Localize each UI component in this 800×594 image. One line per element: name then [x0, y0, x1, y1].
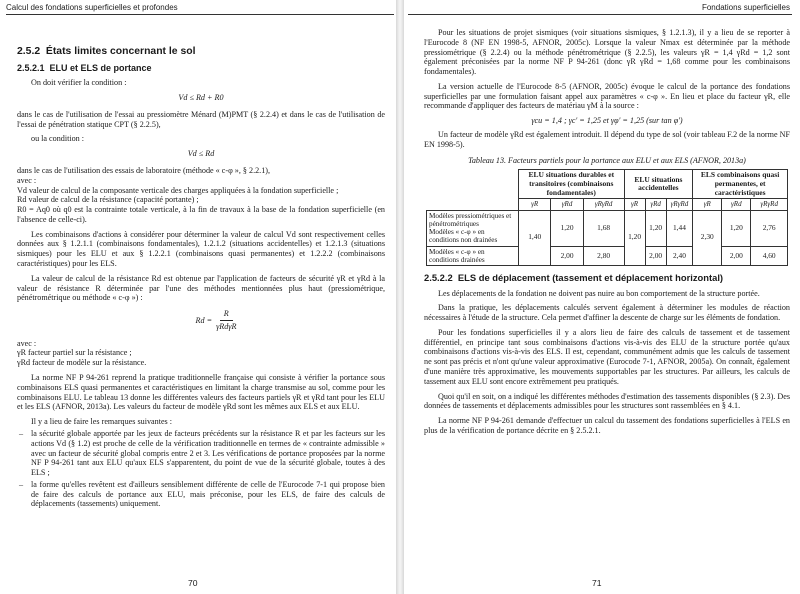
row-label-text: Modèles « c-φ » en conditions non drainées — [429, 228, 498, 245]
paragraph: dans le cas de l'utilisation de l'essai au pressiomètre Ménard (M)PMT (§ 2.2.4) et dans le cas de l'utilisation de l'essai de pénétration statique CPT (§ 2.2.5), — [17, 109, 385, 129]
row-label: Modèles « c-φ » en conditions drainées — [427, 246, 519, 266]
formula-vd-rd-r0: Vd ≤ Rd + R0 — [178, 93, 224, 103]
definition-r0: R0 = Aq0 où q0 est la contrainte totale verticale, à la fin de travaux à la base de la fondation superficielle (en l'absence de celle-ci). — [17, 205, 385, 224]
table-cell: 4,60 — [751, 246, 788, 266]
table-row — [427, 246, 788, 266]
running-head-left: Calcul des fondations superficielles et profondes — [6, 3, 178, 12]
symbol-cell: γRγRd — [583, 199, 624, 210]
table-cell: 1,20 — [551, 210, 583, 246]
formula-vd-rd: Vd ≤ Rd — [187, 149, 215, 159]
right-page-content — [424, 28, 790, 441]
book-gutter — [396, 0, 404, 594]
paragraph: Il y a lieu de faire les remarques suivantes : — [31, 417, 173, 427]
list-item: – la forme qu'elles revêtent est d'ailleurs sensiblement différente de celle de l'Eurocode 7-1 qui propose bien de faire des calculs de portance aux ELU, mais préconise, pour les ELS, de faire des calculs de déplacements (tassements) uniquement. — [17, 480, 385, 509]
table-caption: Tableau 13. Facteurs partiels pour la portance aux ELU et aux ELS (AFNOR, 2013a) — [468, 155, 746, 165]
paragraph: La valeur de calcul de la résistance Rd est obtenue par l'application de facteurs de sécurité γR et γRd à la valeur de résistance R déterminée par l'une des méthodes mentionnées plus haut (pressiométrique, pénétrométrique ou méthode « c-φ ») : — [17, 273, 385, 303]
paragraph: Quoi qu'il en soit, on a indiqué les différentes méthodes d'estimation des tassements disponibles (§ 2.3). Des données de tassements et déplacements admissibles pour les structures sont rassemblées en § 4.1. — [424, 391, 790, 411]
subsection-heading-2-5-2-1 — [17, 63, 385, 74]
table-cell: 1,40 — [519, 210, 551, 266]
remarks-list — [17, 429, 385, 509]
table-cell: 2,00 — [551, 246, 583, 266]
header-rule-left — [6, 14, 394, 15]
fraction — [216, 309, 236, 332]
section-heading-2-5-2 — [17, 46, 385, 58]
partial-factors-table — [426, 169, 788, 266]
definition-gamma-rd: γRd facteur de modèle sur la résistance. — [17, 358, 147, 368]
paragraph: Pour les situations de projet sismiques (voir situations sismiques, § 1.2.1.3), il y a lieu de se reporter à l'Eurocode 8 (NF EN 1998-5, AFNOR, 2005c). Lorsque la valeur Nmax est déterminée par la méthode pressiométrique (§ 2.2.4) ou la méthode pénétrométrique (§ 2.2.5), les valeurs γR = 1,4 γRd = 1,2 sont également préconisées par la norme NF P 94-261 (donc γR γRd = 1,68 comme pour les combinaisons fondamentales). — [424, 28, 790, 77]
formula-material-factors: γcu = 1,4 ; γc' = 1,25 et γφ' = 1,25 (sur tan φ') — [531, 116, 683, 126]
column-group-header: ELU situations accidentelles — [624, 170, 693, 199]
subsection-number: 2.5.2.1 — [17, 63, 45, 74]
subsection-number: 2.5.2.2 — [424, 272, 453, 284]
symbol-cell: γRd — [722, 199, 751, 210]
paragraph: La version actuelle de l'Eurocode 8-5 (AFNOR, 2005c) évoque le calcul de la portance des fondations superficielles par une formulation faisant appel aux paramètres « c-φ ». En lieu et place du facteur γR, elle recommande d'appliquer des facteurs de matériau γM à la source : — [424, 81, 790, 111]
paragraph: On doit vérifier la condition : — [31, 78, 127, 88]
definition-rd: Rd valeur de calcul de la résistance (capacité portante) ; — [17, 195, 199, 205]
table-row — [427, 210, 788, 246]
row-label — [427, 210, 519, 246]
paragraph: Pour les fondations superficielles il y a alors lieu de faire des calculs de tassement et de tassement différentiel, en principe tant sous combinaisons d'actions vis-à-vis des ELU de la structure portée qu'aux combinaisons d'actions vis-à-vis des ELS. Il est, cependant, communément admis que les calculs de tassement ne sont pas précis et n'ont qu'une valeur approximative (Eurocode 7-1, AFNOR, 2005a). On connaît, également d'une manière très approximative, les mouvements supportables par les structures. Par ailleurs, les calculs de tassement aux ELU sont encore extrêmement peu pratiqués. — [424, 327, 790, 386]
fraction-lhs: Rd = — [195, 315, 213, 325]
formula-rd-fraction — [47, 309, 385, 332]
symbol-cell: γR — [693, 199, 722, 210]
table-cell: 1,68 — [583, 210, 624, 246]
table-cell: 1,44 — [666, 210, 693, 246]
column-group-header: ELU situations durables et transitoires (combinaisons fondamentales) — [519, 170, 625, 199]
symbol-cell: γR — [624, 199, 645, 210]
symbol-cell: γRd — [645, 199, 666, 210]
header-rule-right — [408, 14, 792, 15]
definition-gamma-r: γR facteur partiel sur la résistance ; — [17, 348, 132, 358]
symbol-cell: γRd — [551, 199, 583, 210]
right-page — [404, 0, 800, 594]
paragraph: La norme NF P 94-261 reprend la pratique traditionnelle française qui consiste à vérifier la portance sous combinaisons ELS quasi permanentes et caractéristiques en limitant la charge transmise au sol, comme pour les combinaisons ELU. Le tableau 13 donne les différentes valeurs des facteurs partiels γR et γRd tant pour les ELU et les ELS (AFNOR, 2013a). Les valeurs du facteur de modèle γRd sont les mêmes aux ELS et aux ELU. — [17, 373, 385, 412]
table-cell: 2,76 — [751, 210, 788, 246]
table-cell: 1,20 — [722, 210, 751, 246]
list-item: – la sécurité globale apportée par les jeux de facteurs précédents sur la résistance R et par les facteurs sur les actions Vd (§ 1.2) est proche de celle de la vérification traditionnelle en termes de « contrainte admissible » avec un facteur de sécurité global compris entre 2 et 3. Les vérifications de portance proposées par la norme NF P 94-261 tant aux ELU qu'aux ELS s'apparentent, du point de vue de la sécurité globale, toutes à des ELS ; — [17, 429, 385, 478]
paragraph: Les déplacements de la fondation ne doivent pas nuire au bon comportement de la structure portée. — [438, 288, 760, 298]
table-cell: 2,30 — [693, 210, 722, 266]
symbol-cell: γR — [519, 199, 551, 210]
column-group-header: ELS combinaisons quasi permanentes, et caractéristiques — [693, 170, 788, 199]
paragraph: ou la condition : — [31, 134, 85, 144]
paragraph: La norme NF P 94-261 demande d'effectuer un calcul du tassement des fondations superficielles à l'ELS en plus de la vérification de portance décrite en § 2.5.2.1. — [424, 416, 790, 435]
paragraph: Un facteur de modèle γRd est également introduit. Il dépend du type de sol (voir tableau F.2 de la norme NF EN 1998-5). — [424, 130, 790, 149]
section-title: États limites concernant le sol — [45, 46, 196, 57]
paragraph: dans le cas de l'utilisation des essais de laboratoire (méthode « c-φ », § 2.2.1), — [17, 165, 270, 175]
left-page-content — [17, 34, 385, 511]
paragraph: Les combinaisons d'actions à considérer pour déterminer la valeur de calcul Vd sont respectivement celles données aux § 1.2.1.1 (combinaisons fondamentales), 1.2.1.2 (situations accidentelles) et 1.2.1.3 (situations sismiques) pour les ELU et aux § 1.2.2.1 (combinaisons quasi permanentes) et 1.2.2.2 (combinaisons caractéristiques) pour les ELS. — [17, 229, 385, 268]
subsection-title: ELU et ELS de portance — [49, 63, 152, 74]
table-corner — [427, 170, 519, 210]
fraction-numerator: R — [220, 309, 233, 321]
table-cell: 2,40 — [666, 246, 693, 266]
subsection-heading-2-5-2-2 — [424, 272, 790, 283]
table-cell: 2,00 — [722, 246, 751, 266]
table-cell: 2,00 — [645, 246, 666, 266]
subsection-title: ELS de déplacement (tassement et déplacement horizontal) — [457, 272, 724, 284]
row-label-text: Modèles pressiométriques et pénétrométriques — [429, 211, 512, 228]
page-number-left: 70 — [188, 577, 198, 588]
table-cell: 1,20 — [645, 210, 666, 246]
paragraph: Dans la pratique, les déplacements calculés servent également à déterminer les modules de réaction nécessaires à l'étude de la structure. Cela permet d'affiner la descente de charge sur les éléments de fondation. — [424, 303, 790, 323]
symbol-cell: γRγRd — [666, 199, 693, 210]
table-cell: 2,80 — [583, 246, 624, 266]
definition-vd: Vd valeur de calcul de la composante verticale des charges appliquées à la fondation superficielle ; — [17, 185, 339, 195]
page-number-right: 71 — [592, 577, 602, 588]
paragraph: avec : — [17, 175, 37, 185]
table-cell: 1,20 — [624, 210, 645, 266]
section-number: 2.5.2 — [17, 46, 41, 57]
table-header-row — [427, 170, 788, 199]
left-page — [0, 0, 396, 594]
symbol-cell: γRγRd — [751, 199, 788, 210]
running-head-right: Fondations superficielles — [701, 3, 790, 12]
paragraph: avec : — [17, 338, 37, 348]
fraction-denominator: γRdγR — [216, 321, 237, 331]
